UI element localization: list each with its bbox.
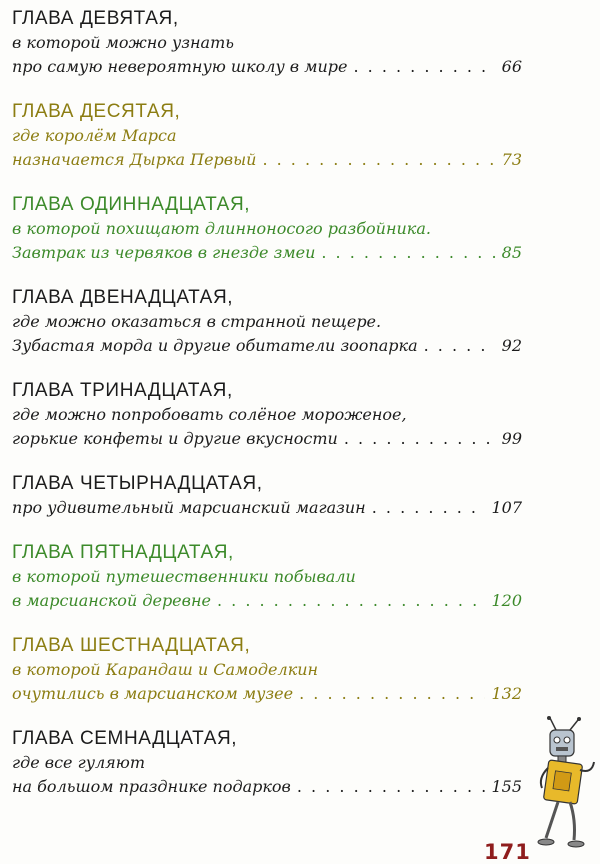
- chapter-subtitle-line: на большом празднике подарков: [12, 777, 291, 796]
- chapter-title: ГЛАВА ДЕВЯТАЯ,: [12, 8, 179, 29]
- chapter-page-number: 73: [501, 150, 522, 169]
- chapter-page-number: 132: [491, 684, 522, 703]
- chapter-page-number: 66: [501, 57, 522, 76]
- page-number: 171: [484, 840, 531, 864]
- chapter-subtitle-line: где все гуляют: [12, 753, 146, 772]
- dot-leader: [297, 775, 486, 799]
- chapter-last-line: [12, 682, 522, 706]
- chapter-title: ГЛАВА ЧЕТЫРНАДЦАТАЯ,: [12, 473, 263, 494]
- chapter-last-line: [12, 496, 522, 520]
- chapter-subtitle-line: Зубастая морда и другие обитатели зоопарка: [12, 336, 418, 355]
- chapter-subtitle-line: в марсианской деревне: [12, 591, 211, 610]
- chapter-subtitle-line: в которой похищают длинноносого разбойника.: [12, 219, 431, 238]
- chapter-subtitle-line: про самую невероятную школу в мире: [12, 57, 348, 76]
- chapter-subtitle-line: очутились в марсианском музее: [12, 684, 294, 703]
- chapter-subtitle-line: где можно попробовать солёное мороженое,: [12, 405, 407, 424]
- dot-leader: [262, 148, 495, 172]
- chapter-page-number: 92: [501, 336, 522, 355]
- chapter-subtitle-line: в которой путешественники побывали: [12, 567, 356, 586]
- chapter-title: ГЛАВА ДВЕНАДЦАТАЯ,: [12, 287, 234, 308]
- chapter-last-line: [12, 241, 522, 265]
- chapter-title: ГЛАВА ТРИНАДЦАТАЯ,: [12, 380, 233, 401]
- dot-leader: [353, 55, 495, 79]
- chapter-page-number: 120: [491, 591, 522, 610]
- chapter-title: ГЛАВА ОДИННАДЦАТАЯ,: [12, 194, 251, 215]
- dot-leader: [344, 427, 496, 451]
- toc-entry: [12, 471, 522, 520]
- dot-leader: [299, 682, 485, 706]
- chapter-subtitle-line: где королём Марса: [12, 126, 177, 145]
- chapter-title: ГЛАВА СЕМНАДЦАТАЯ,: [12, 728, 238, 749]
- toc-entry: [12, 99, 522, 172]
- toc-entry: [12, 285, 522, 358]
- toc-entry: [12, 540, 522, 613]
- dot-leader: [424, 334, 496, 358]
- toc-entry: [12, 6, 522, 79]
- chapter-subtitle-line: в которой можно узнать: [12, 33, 234, 52]
- robot-icon: [536, 716, 598, 854]
- toc-entry: [12, 726, 522, 799]
- chapter-page-number: 107: [491, 498, 522, 517]
- chapter-subtitle-line: горькие конфеты и другие вкусности: [12, 429, 338, 448]
- dot-leader: [321, 241, 495, 265]
- chapter-subtitle-line: где можно оказаться в странной пещере.: [12, 312, 382, 331]
- chapter-page-number: 85: [501, 243, 522, 262]
- dot-leader: [217, 589, 485, 613]
- chapter-last-line: [12, 55, 522, 79]
- table-of-contents: [12, 6, 522, 819]
- chapter-page-number: 99: [501, 429, 522, 448]
- toc-entry: [12, 633, 522, 706]
- chapter-last-line: [12, 334, 522, 358]
- dot-leader: [372, 496, 486, 520]
- chapter-last-line: [12, 427, 522, 451]
- chapter-title: ГЛАВА ДЕСЯТАЯ,: [12, 101, 181, 122]
- chapter-subtitle-line: в которой Карандаш и Самоделкин: [12, 660, 319, 679]
- chapter-page-number: 155: [491, 777, 522, 796]
- chapter-last-line: [12, 589, 522, 613]
- chapter-subtitle-line: Завтрак из червяков в гнезде змеи: [12, 243, 316, 262]
- toc-entry: [12, 192, 522, 265]
- chapter-last-line: [12, 148, 522, 172]
- chapter-title: ГЛАВА ШЕСТНАДЦАТАЯ,: [12, 635, 251, 656]
- chapter-subtitle-line: про удивительный марсианский магазин: [12, 498, 366, 517]
- toc-entry: [12, 378, 522, 451]
- chapter-subtitle-line: назначается Дырка Первый: [12, 150, 257, 169]
- chapter-last-line: [12, 775, 522, 799]
- chapter-title: ГЛАВА ПЯТНАДЦАТАЯ,: [12, 542, 234, 563]
